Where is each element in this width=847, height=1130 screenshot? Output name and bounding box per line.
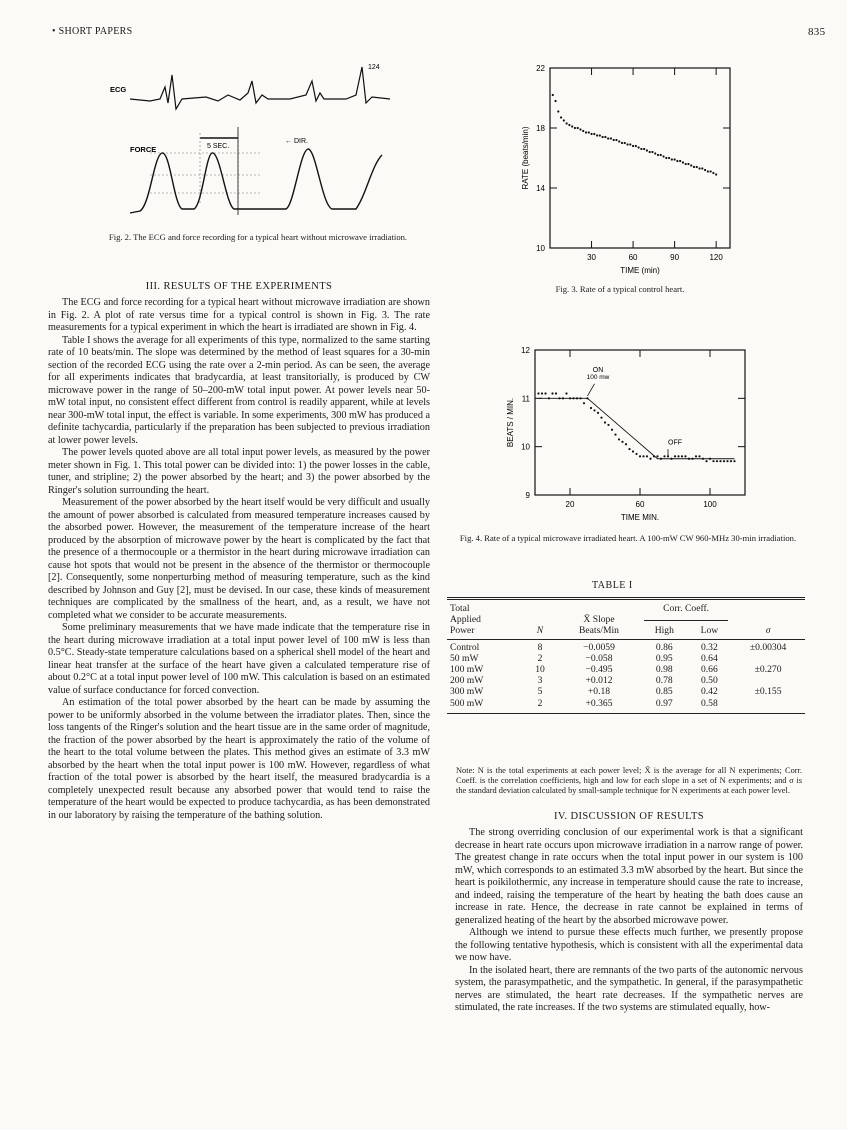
plot-frame — [550, 68, 730, 248]
table-row — [447, 698, 805, 709]
fig2-marker: 124 — [368, 64, 380, 71]
data-point — [723, 460, 725, 462]
plot-frame — [535, 350, 745, 495]
data-point — [654, 152, 656, 154]
data-point — [639, 455, 641, 457]
cell-power: 50 mW — [450, 652, 479, 664]
data-point — [695, 455, 697, 457]
cell-high: 0.95 — [655, 652, 673, 664]
data-point — [574, 127, 576, 129]
data-point — [663, 455, 665, 457]
data-point — [541, 392, 543, 394]
data-point — [649, 151, 651, 153]
data-point — [577, 127, 579, 129]
data-point — [716, 460, 718, 462]
data-point — [582, 130, 584, 132]
y-tick-label: 14 — [536, 184, 545, 193]
data-point — [733, 460, 735, 462]
data-point — [715, 173, 717, 175]
table-row — [447, 664, 805, 675]
cell-low: 0.50 — [700, 675, 718, 687]
data-point — [624, 142, 626, 144]
data-point — [607, 137, 609, 139]
section3-heading: III. RESULTS OF THE EXPERIMENTS — [145, 281, 333, 292]
data-point — [660, 154, 662, 156]
figure-2 — [110, 55, 400, 225]
data-point — [679, 160, 681, 162]
data-point — [611, 429, 613, 431]
cell-n: 3 — [537, 675, 543, 687]
th-corr: Corr. Coeff. — [663, 603, 710, 614]
data-point — [621, 142, 623, 144]
cell-slope: +0.365 — [585, 697, 613, 709]
data-point — [626, 143, 628, 145]
data-point — [590, 133, 592, 135]
cell-n: 2 — [537, 697, 543, 709]
x-axis-label: TIME (min) — [620, 266, 660, 275]
cell-sigma — [731, 675, 805, 686]
data-point — [628, 448, 630, 450]
data-point — [649, 458, 651, 460]
data-point — [687, 163, 689, 165]
y-axis-label: RATE (beats/min) — [521, 126, 530, 190]
x-tick-label: 20 — [565, 500, 575, 509]
cell-power: 200 mW — [450, 675, 484, 687]
data-point — [544, 392, 546, 394]
cell-n: 10 — [535, 664, 545, 676]
data-point — [651, 151, 653, 153]
data-point — [696, 166, 698, 168]
data-point — [698, 455, 700, 457]
cell-power: 100 mW — [450, 664, 484, 676]
data-point — [665, 157, 667, 159]
data-point — [554, 100, 556, 102]
table-row — [447, 675, 805, 686]
y-tick-label: 11 — [521, 394, 530, 404]
cell-n: 2 — [537, 652, 543, 664]
data-point — [621, 441, 623, 443]
data-point — [674, 455, 676, 457]
section4-heading: IV. DISCUSSION OF RESULTS — [553, 811, 705, 822]
data-point — [537, 392, 539, 394]
data-point — [557, 110, 559, 112]
th-low: Low — [700, 625, 719, 637]
x-tick-label: 60 — [635, 500, 645, 509]
data-point — [676, 160, 678, 162]
cell-slope: −0.0059 — [583, 641, 615, 653]
cell-slope: −0.058 — [585, 652, 613, 664]
cell-sigma: ±0.270 — [754, 664, 782, 676]
figure-4 — [490, 335, 760, 530]
page-number: 835 — [808, 26, 826, 38]
section4-paragraph: In the isolated heart, there are remnants of the two parts of the autonomic nervous system, the parasympathetic, and the sympathetic. In general, if the parasympathetic nerves are stimulated, the heart rate decreases. If the sympathetic nerves are stimulated, the rate increases. If the two systems are stimulated equally, how- — [455, 964, 803, 1013]
data-point — [600, 417, 602, 419]
data-point — [635, 453, 637, 455]
y-tick-label: 22 — [536, 64, 545, 73]
section4-body — [455, 827, 803, 1015]
data-point — [656, 455, 658, 457]
data-point — [681, 455, 683, 457]
cell-low: 0.66 — [700, 664, 718, 676]
data-point — [677, 455, 679, 457]
data-point — [632, 450, 634, 452]
th-slope-1: X̄ Slope — [583, 614, 615, 626]
cell-sigma — [731, 698, 805, 709]
table1-title: TABLE I — [592, 580, 633, 591]
running-header: • SHORT PAPERS — [52, 26, 133, 37]
data-point — [563, 119, 565, 121]
section4-paragraph: The strong overriding conclusion of our experimental work is that a significant decrease in heart rate occurs upon microwave irradiation in a narrow range of power. The greatest change in rate occurs when the total input power in our system is 100 mW, which corresponds to an estimated 3.3 mW absorbed by the heart. But since the heart is poikilothermic, any increase in temperature should cause the rate to increase, and indeed, raising the temperature of the heart by heating the bath does cause an increase in rate. Hence, the decrease in rate cannot be explained in terms of generalized heating of the heart by the absorbed microwave power. — [455, 827, 803, 926]
data-point — [710, 170, 712, 172]
x-axis-label: TIME MIN. — [620, 513, 660, 522]
table-row — [447, 642, 805, 653]
cell-slope: −0.495 — [585, 664, 613, 676]
fig2-caption: Fig. 2. The ECG and force recording for a typical heart without microwave irradiation. — [108, 232, 408, 242]
data-point — [552, 94, 554, 96]
section3-paragraph: The power levels quoted above are all total input power levels, as measured by the power meter shown in Fig. 1. This total power can be divided into: 1) the power losses in the cable, tuner, and stripline; 2) the power absorbed by the heart; and 3) the power absorbed by the Ringer's solution surrounding the heart. — [48, 447, 430, 496]
data-point — [597, 412, 599, 414]
data-point — [690, 164, 692, 166]
data-point — [590, 407, 592, 409]
section3-paragraph: An estimation of the total power absorbed by the heart can be made by assuming the power to be uniformly absorbed in the volume between the irradiator plates. Then, since the loss tangents of the Ringer's solution and the heart tissue are in the same order of magnitude, the fraction of the power absorbed by the heart is approximately the ratio of the volume of the heart to the total volume between the plates. This method gives an estimate of 3.3 mW absorbed by the heart when the total input power is 100 mW. However, regardless of what fraction of the total power is absorbed by the heart itself, the measured bradycardia is a completely unexpected result because any absorbed power that would tend to raise the temperature of the heart would be expected to produce tachycardia, as has been demonstrated in our laboratory by raising the temperature of the bathing solution. — [48, 697, 430, 821]
cell-power: 300 mW — [450, 686, 484, 698]
cell-high: 0.85 — [655, 686, 673, 698]
data-point — [642, 455, 644, 457]
cell-power: Control — [450, 641, 480, 653]
data-point — [551, 392, 553, 394]
data-point — [565, 392, 567, 394]
force-label: FORCE — [130, 145, 157, 154]
data-point — [602, 136, 604, 138]
fig3-caption: Fig. 3. Rate of a typical control heart. — [555, 284, 685, 294]
data-point — [685, 163, 687, 165]
annotation-on: ON — [592, 366, 604, 374]
th-n: N — [536, 625, 544, 637]
force-gridlines — [150, 133, 260, 205]
data-point — [566, 122, 568, 124]
annotation-on-power: 100 mw — [586, 374, 610, 381]
scale-label: 5 SEC. — [207, 143, 230, 150]
data-point — [643, 148, 645, 150]
data-point — [579, 128, 581, 130]
y-tick-label: 9 — [525, 491, 530, 500]
y-tick-label: 12 — [521, 346, 530, 355]
y-tick-label: 18 — [536, 124, 545, 133]
data-point — [555, 392, 557, 394]
th-sigma: σ — [765, 625, 771, 637]
data-point — [657, 154, 659, 156]
data-point — [635, 145, 637, 147]
cell-power: 500 mW — [450, 697, 484, 709]
section3-paragraph: Table I shows the average for all experiments of this type, normalized to the same starting rate of 10 beats/min. The slope was determined by the method of least squares for a 30-min section of the recorded ECG using the rate over a 2-min period. As can be seen, the average for all experiments indicates that bradycardia, at least transitorially, is produced by CW microwave power in the range of 50–200-mW total input power. At power levels near 50-mW total input, no consistent effect different from control is readily apparent, while at levels near 300-mW total input, the effect is variable. In some experiments, 300 mW has produced a definite tachycardia, particularly if the preparation has been subjected to previous irradiation at lower power levels. — [48, 334, 430, 446]
data-point — [719, 460, 721, 462]
data-point — [625, 443, 627, 445]
section3-paragraph: Some preliminary measurements that we have made indicate that the temperature rise in the heart during microwave irradiation at a total input power level of 100 mW is less than 0.5°C. Steady-state temperature calculations based on a spherical shell model of the heart and linear heat transfer at the surface of the heart have given a calculated temperature rise of about 0.2°C at a total input power level of 100 mW. This calculation is based on an estimated value of surface conductance for forced convection. — [48, 622, 430, 696]
data-point — [604, 136, 606, 138]
data-point — [593, 409, 595, 411]
data-point — [585, 131, 587, 133]
data-point — [618, 140, 620, 142]
table1-note: Note: N is the total experiments at each power level; X̄ is the average for all N experiments; Corr. Coeff. is the correlation coefficients, high and low for each slope in a set of N experiments; and σ is the standard deviation calculated by small-sample technique for N experiments at each power level. — [456, 766, 802, 795]
section4-paragraph: Although we intend to pursue these effects much further, we presently propose the following tentative hypothesis, which is consistent with all the experimental data we now have. — [455, 927, 803, 963]
annotation-off: OFF — [668, 439, 682, 447]
decline-line — [588, 398, 658, 458]
data-point — [583, 402, 585, 404]
data-point — [682, 161, 684, 163]
data-point — [662, 155, 664, 157]
x-tick-label: 100 — [703, 500, 717, 509]
direction-label: ← DIR. — [285, 138, 308, 145]
data-point — [701, 167, 703, 169]
y-tick-label: 10 — [521, 442, 530, 452]
data-point — [726, 460, 728, 462]
data-point — [698, 167, 700, 169]
data-point — [693, 166, 695, 168]
fig4-caption: Fig. 4. Rate of a typical microwave irradiated heart. A 100-mW CW 960-MHz 30-min irradiation. — [459, 533, 797, 543]
cell-high: 0.97 — [655, 697, 673, 709]
cell-low: 0.42 — [700, 686, 718, 698]
table1-grid — [447, 603, 805, 709]
ecg-trace — [130, 67, 390, 109]
x-tick-label: 60 — [628, 253, 638, 262]
section3-paragraph: Measurement of the power absorbed by the heart itself would be very difficult and usually the amount of power absorbed is calculated from measured temperature increases caused by the absorbed power. However, the measurement of the temperature increase of the heart produced by the absorption of microwave power by the heart is complicated by the fact that the presence of a thermocouple or a thermistor in the heart during microwave irradiation can cause hot spots that would not be present in the absence of the thermistor or thermocouple [2]. Consequently, some nonperturbing method of measuring temperature, such as the kind described by Johnson and Guy [2], must be devised. In our case, these kinds of measurement techniques are complicated by the smallness of the heart, and, as a result, we have not completed what we consider to be accurate measurements. — [48, 497, 430, 621]
th-slope-2: Beats/Min — [579, 625, 619, 637]
th-power-3: Power — [450, 625, 475, 637]
cell-high: 0.98 — [655, 664, 673, 676]
data-point — [632, 145, 634, 147]
th-power-2: Applied — [450, 614, 481, 626]
data-point — [604, 421, 606, 423]
x-tick-label: 120 — [709, 253, 723, 262]
data-point — [588, 131, 590, 133]
x-tick-label: 30 — [587, 253, 596, 262]
th-power-1: Total — [450, 603, 470, 614]
section3-body — [48, 297, 430, 822]
cell-high: 0.86 — [655, 641, 673, 653]
data-point — [599, 134, 601, 136]
data-point — [684, 455, 686, 457]
data-point — [568, 124, 570, 126]
data-point — [712, 172, 714, 174]
cell-sigma — [731, 653, 805, 664]
section3-paragraph: The ECG and force recording for a typical heart without microwave irradiation are shown in Fig. 2. A plot of rate versus time for a typical control is shown in Fig. 3. The rate measurements for a typical experiment in which the heart is irradiated are shown in Fig. 4. — [48, 297, 430, 333]
force-trace — [130, 149, 382, 213]
data-point — [629, 143, 631, 145]
data-point — [638, 146, 640, 148]
data-point — [618, 438, 620, 440]
cell-n: 8 — [537, 641, 543, 653]
data-point — [668, 157, 670, 159]
table-row — [447, 653, 805, 664]
cell-low: 0.64 — [700, 652, 718, 664]
cell-low: 0.58 — [700, 697, 718, 709]
data-point — [712, 460, 714, 462]
y-tick-label: 10 — [536, 244, 545, 253]
data-point — [705, 460, 707, 462]
cell-n: 5 — [537, 686, 543, 698]
data-point — [571, 125, 573, 127]
data-point — [610, 137, 612, 139]
annotation-on-arrow — [588, 384, 595, 396]
data-point — [674, 158, 676, 160]
data-point — [707, 170, 709, 172]
cell-sigma: ±0.00304 — [749, 641, 787, 653]
data-point — [596, 134, 598, 136]
data-point — [646, 149, 648, 151]
data-point — [640, 148, 642, 150]
x-tick-label: 90 — [670, 253, 680, 262]
data-point — [730, 460, 732, 462]
cell-low: 0.32 — [700, 641, 718, 653]
cell-sigma: ±0.155 — [754, 686, 782, 698]
data-point — [593, 133, 595, 135]
data-point — [615, 139, 617, 141]
th-high: High — [654, 625, 674, 637]
cell-slope: +0.012 — [585, 675, 613, 687]
data-point — [704, 169, 706, 171]
cell-slope: +0.18 — [587, 686, 611, 698]
data-point — [607, 424, 609, 426]
table1 — [447, 597, 805, 714]
ecg-label: ECG — [110, 85, 127, 94]
data-point — [671, 158, 673, 160]
figure-3 — [505, 58, 745, 278]
data-point — [646, 455, 648, 457]
cell-high: 0.78 — [655, 675, 673, 687]
data-point — [614, 433, 616, 435]
data-point — [613, 139, 615, 141]
data-point — [560, 116, 562, 118]
table-row — [447, 686, 805, 697]
y-axis-label: BEATS / MIN. — [506, 397, 515, 448]
